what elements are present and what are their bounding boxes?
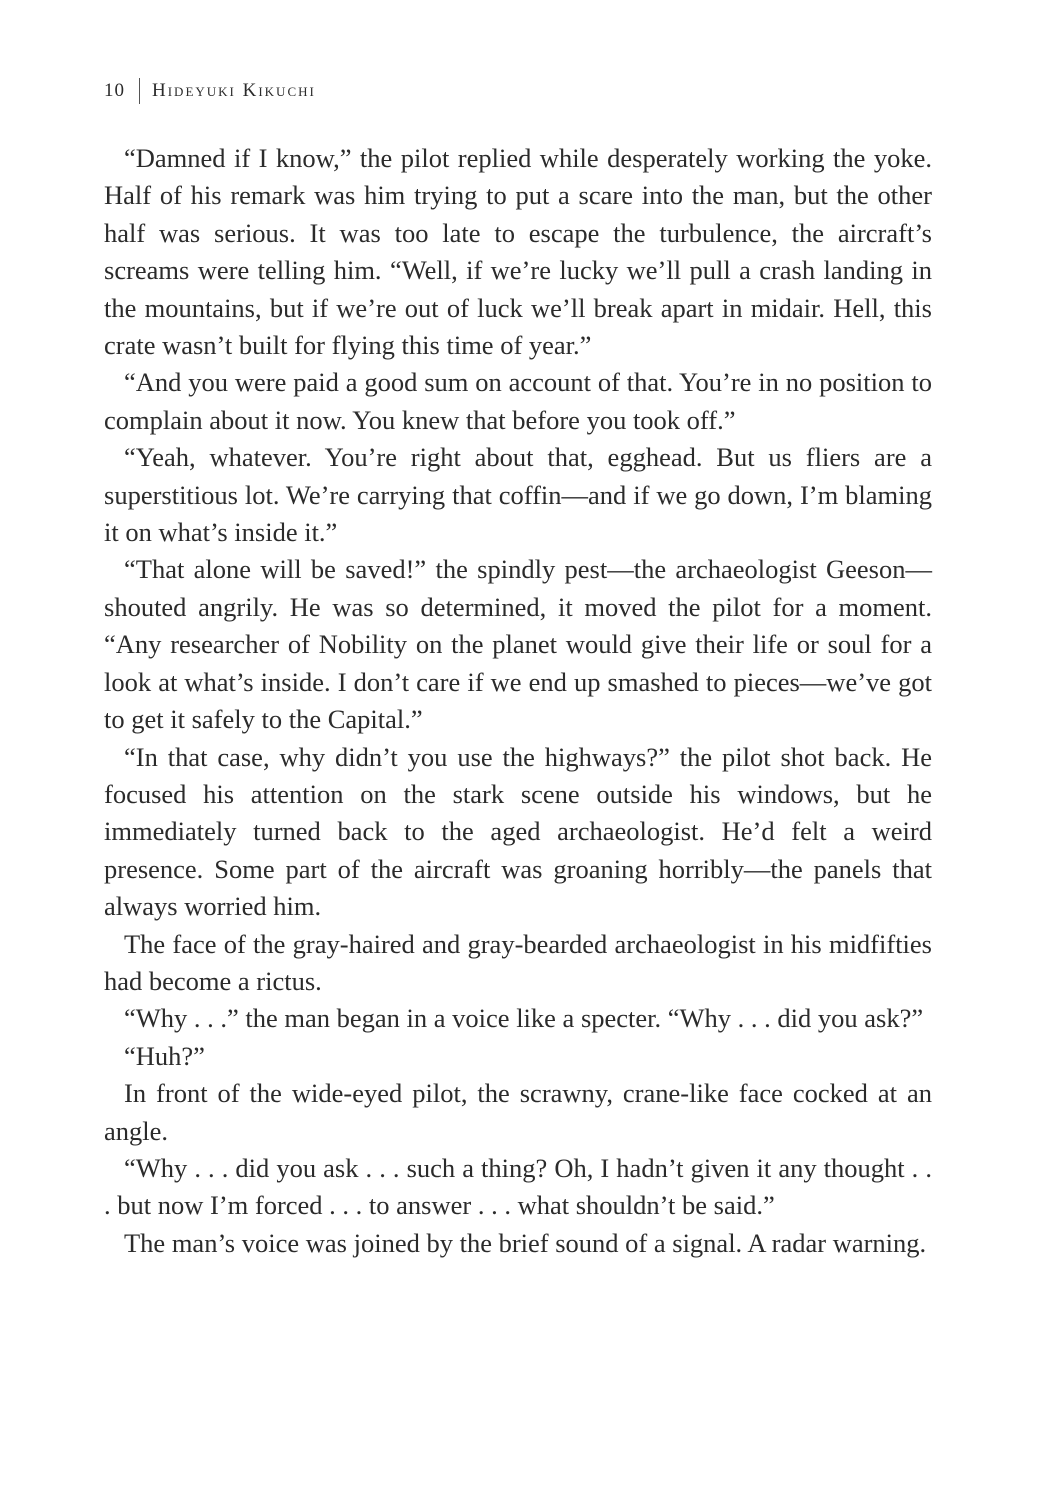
paragraph: “That alone will be saved!” the spindly pest—the archaeologist Geeson—shouted angrily. He was so determined, it moved the pilot for a moment. “Any researcher of Nobility on the planet would give their life or soul for a look at what’s inside. I don’t care if we end up smashed to pieces—we’ve got to get it safely to the Capital.”: [104, 554, 932, 735]
paragraph: In front of the wide-eyed pilot, the scrawny, crane-like face cocked at an angle.: [104, 1078, 932, 1146]
paragraph: “Huh?”: [124, 1040, 205, 1071]
running-head: [104, 76, 316, 106]
paragraph: “Why . . .” the man began in a voice like a specter. “Why . . . did you ask?”: [124, 1003, 924, 1034]
paragraph: The man’s voice was joined by the brief sound of a signal. A radar warning.: [124, 1227, 927, 1258]
header-divider: [139, 78, 140, 104]
paragraph: “Damned if I know,” the pilot replied while desperately working the yoke. Half of his remark was him trying to put a scare into the man, but the other half was serious. It was too late to escape the turbulence, the aircraft’s screams were telling him. “Well, if we’re lucky we’ll pull a crash landing in the mountains, but if we’re out of luck we’ll break apart in midair. Hell, this crate wasn’t built for flying this time of year.”: [104, 143, 932, 361]
paragraph: “In that case, why didn’t you use the highways?” the pilot shot back. He focused his attention on the stark scene outside his windows, but he immediately turned back to the aged archaeologist. He’d felt a weird presence. Some part of the aircraft was groaning horribly—the panels that always worried him.: [104, 741, 932, 922]
paragraph: “Yeah, whatever. You’re right about that, egghead. But us fliers are a superstitious lot. We’re carrying that coffin—and if we go down, I’m blaming it on what’s inside it.”: [104, 442, 932, 548]
paragraph: The face of the gray-haired and gray-bearded archaeologist in his midfifties had become a rictus.: [104, 928, 932, 996]
body-text: [104, 140, 932, 1262]
paragraph: “And you were paid a good sum on account of that. You’re in no position to complain about it now. You knew that before you took off.”: [104, 367, 932, 435]
paragraph: “Why . . . did you ask . . . such a thing? Oh, I hadn’t given it any thought . . . but now I’m forced . . . to answer . . . what shouldn’t be said.”: [104, 1152, 932, 1221]
page-number: 10: [104, 80, 125, 101]
author-name: Hideyuki Kikuchi: [152, 80, 316, 101]
